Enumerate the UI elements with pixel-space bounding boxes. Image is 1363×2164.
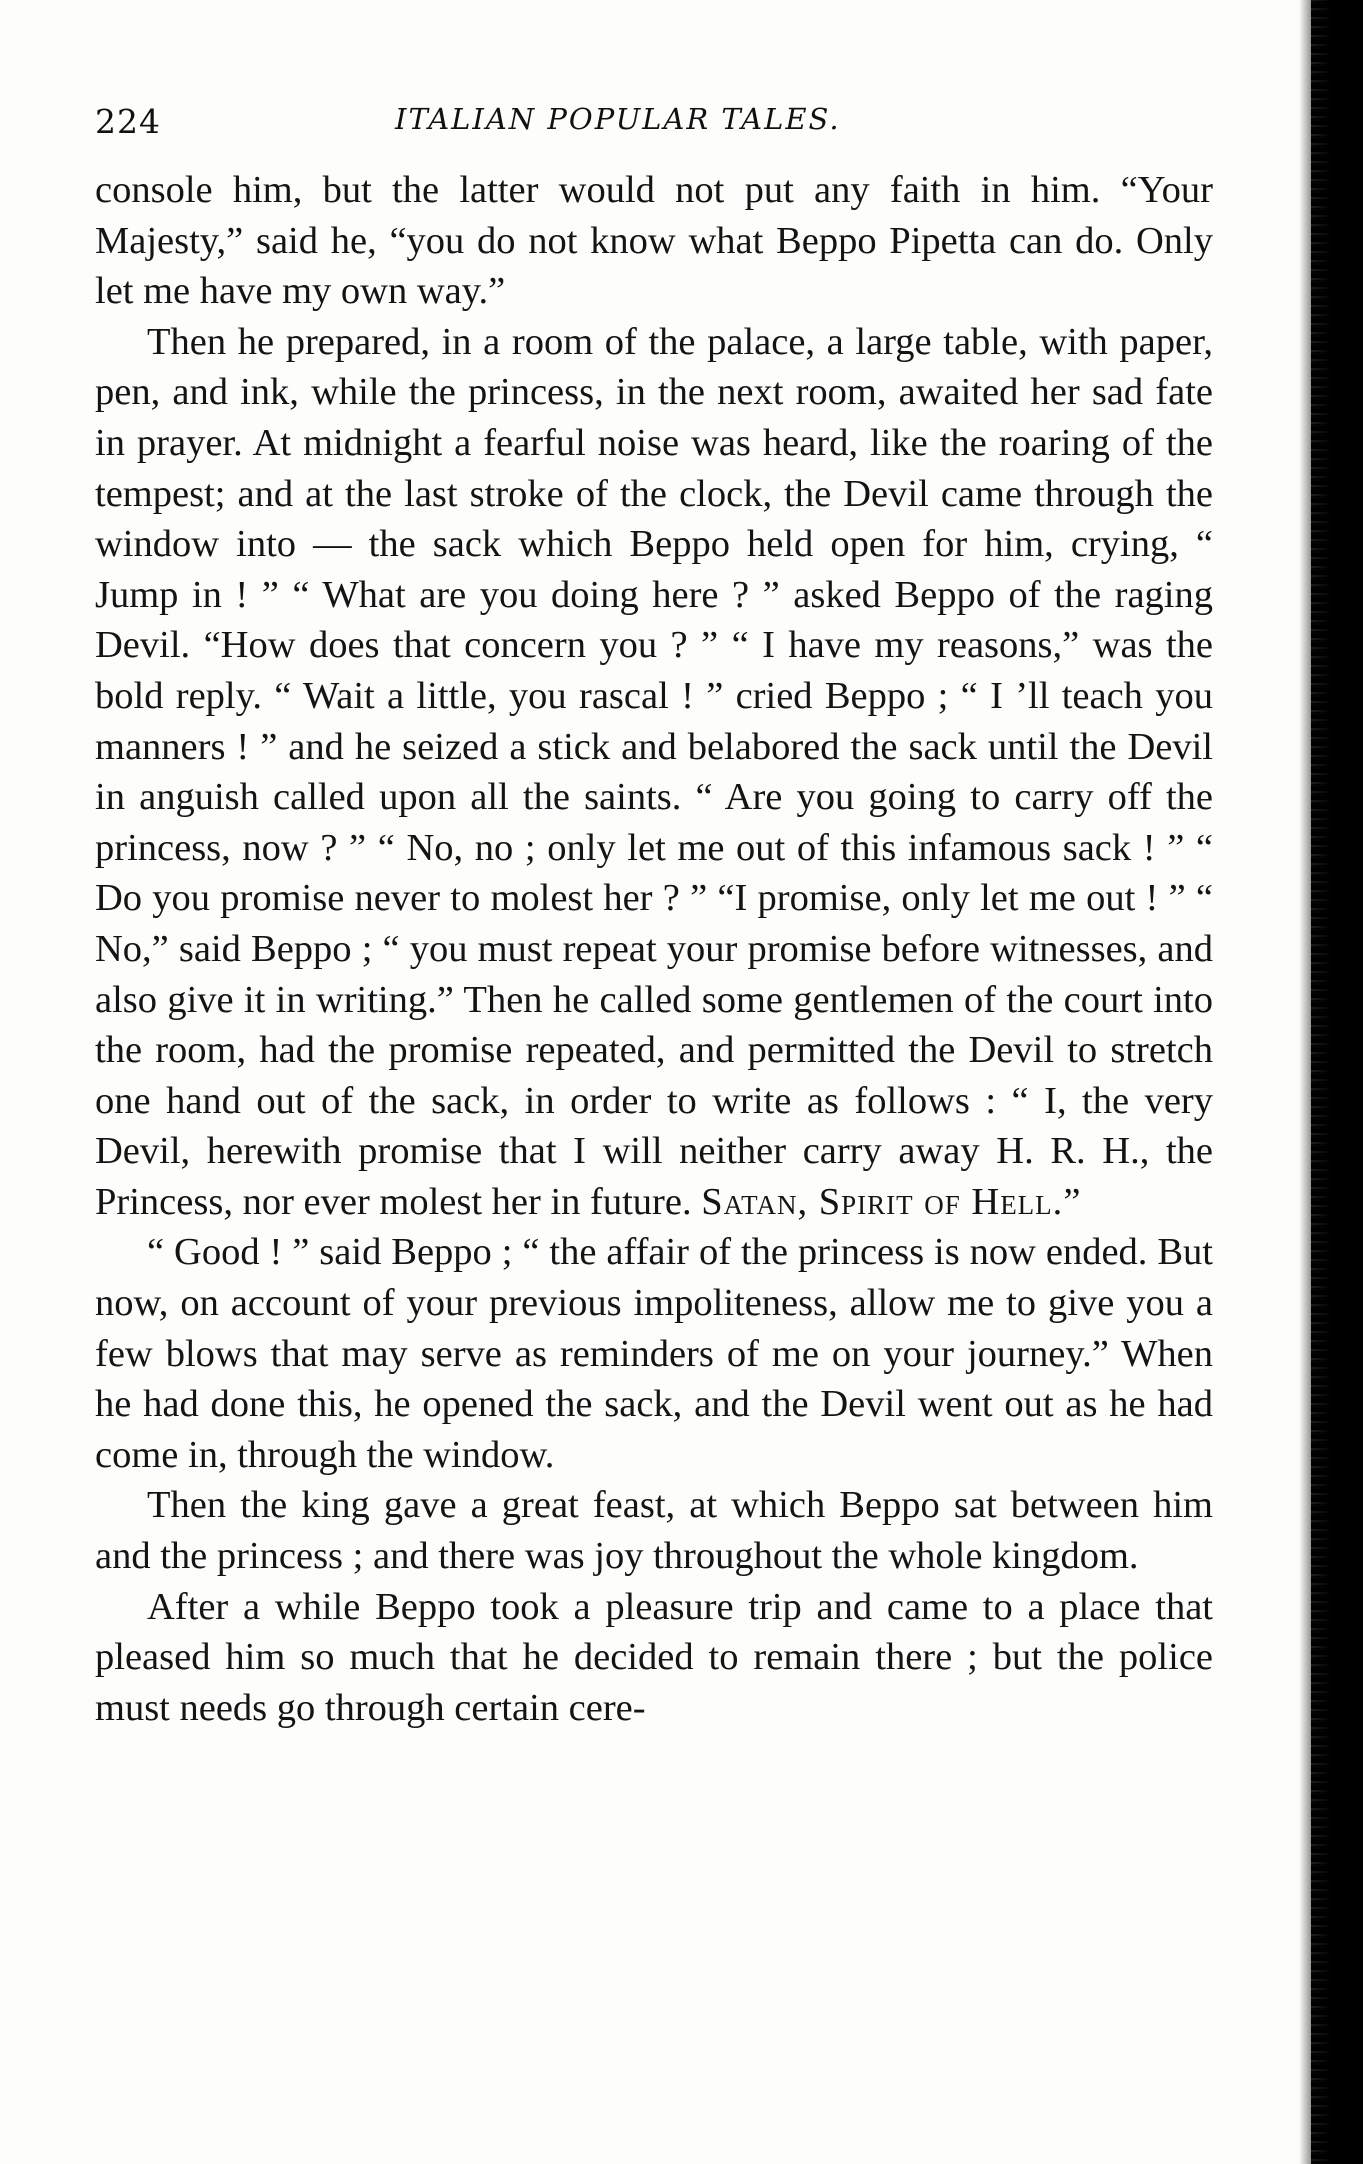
paragraph-3: “ Good ! ” said Beppo ; “ the affair of the princess is now ended. But now, on account of your previous impoliteness, allow me to give you a few blows that may serve as reminders of me on your journey.” When he had done this, he opened the sack, and the Devil went out as he had come in, through the window. — [95, 1231, 1213, 1476]
paragraph-2 — [95, 317, 1213, 1228]
paragraph-5: After a while Beppo took a pleasure trip and came to a place that pleased him so much that he decided to remain there ; but the police must needs go through certain cere- — [95, 1585, 1213, 1729]
paragraph-4: Then the king gave a great feast, at which Beppo sat between him and the princess ; and there was joy throughout the whole kingdom. — [95, 1484, 1213, 1578]
page-number: 224 — [95, 102, 161, 141]
running-head — [95, 98, 1215, 148]
paragraph-2-text: Then he prepared, in a room of the palace, a large table, with paper, pen, and ink, while the princess, in the next room, awaited her sad fate in prayer. At midnight a fearful noise was heard, like the roaring of the tempest; and at the last stroke of the clock, the Devil came through the window into — the sack which Beppo held open for him, crying, “ Jump in ! ” “ What are you doing here ? ” asked Beppo of the raging Devil. “How does that concern you ? ” “ I have my reasons,” was the bold reply. “ Wait a little, you rascal ! ” cried Beppo ; “ I ’ll teach you manners ! ” and he seized a stick and belabored the sack until the Devil in anguish called upon all the saints. “ Are you going to carry off the princess, now ? ” “ No, no ; only let me out of this infamous sack ! ” “ Do you promise never to molest her ? ” “I promise, only let me out ! ” “ No,” said Beppo ; “ you must repeat your promise before witnesses, and also give it in writing.” Then he called some gentlemen of the court into the room, had the promise repeated, and permitted the Devil to stretch one hand out of the sack, in order to write as follows : “ I, the very Devil, herewith promise that I will neither carry away H. R. H., the Princess, nor ever molest her in future. — [95, 320, 1213, 1223]
paragraph-1: console him, but the latter would not put any faith in him. “Your Majesty,” said he, “you do not know what Beppo Pipetta can do. Only let me have my own way.” — [95, 169, 1213, 313]
body-text — [95, 165, 1213, 1733]
book-title: ITALIAN POPULAR TALES. — [395, 102, 841, 136]
book-edge-shadow — [1311, 0, 1363, 2164]
devil-signature: Satan, Spirit of Hell. — [701, 1180, 1064, 1223]
paragraph-2-closing-quote: ” — [1063, 1180, 1081, 1223]
